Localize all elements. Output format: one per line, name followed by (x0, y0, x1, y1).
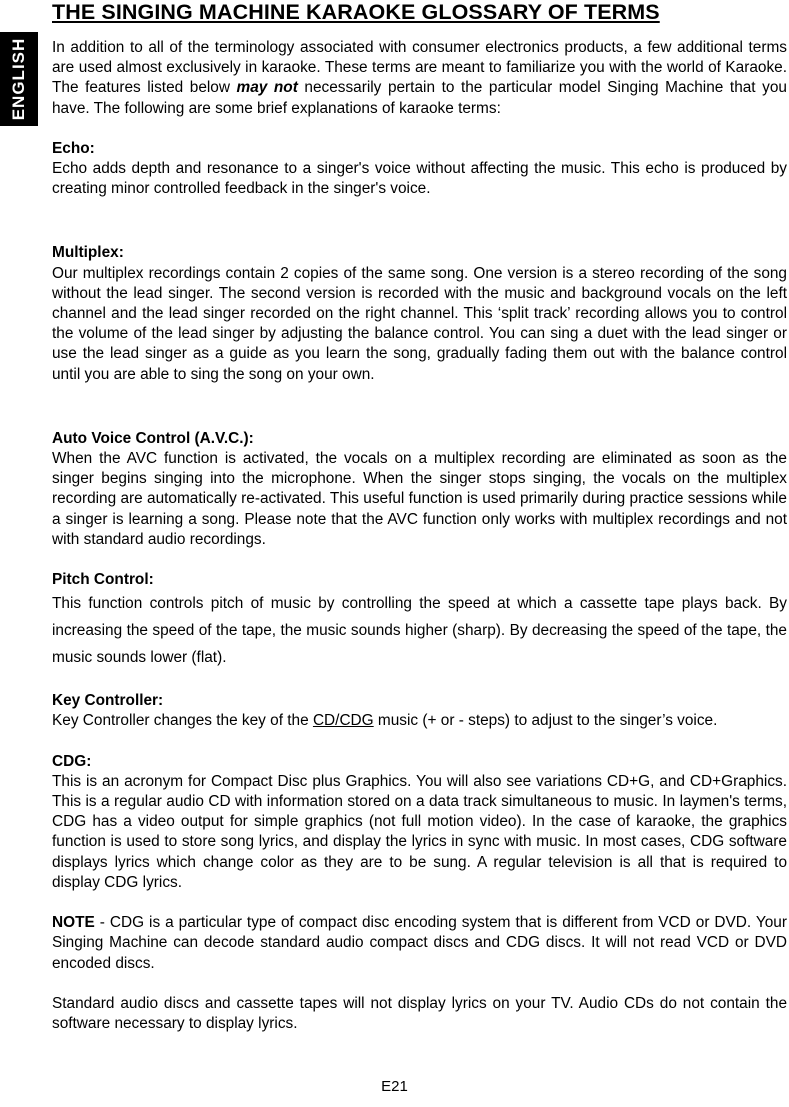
pitch-section (52, 570, 787, 671)
page-title: THE SINGING MACHINE KARAOKE GLOSSARY OF TERMS (52, 0, 660, 24)
note-label: NOTE (52, 914, 95, 932)
cdg-section (52, 752, 787, 893)
avc-section (52, 429, 787, 550)
key-text-after: music (+ or - steps) to adjust to the singer’s voice. (373, 712, 718, 730)
avc-text: When the AVC function is activated, the vocals on a multiplex recording are eliminated as soon as the singer begins singing into the microphone. When the singer stops singing, the vocals on the multiplex recording are automatically re-activated. This useful function is used primarily during practice sessions while a singer is learning a song. Please note that the AVC function only works with multiplex recordings and not with standard audio recordings. (52, 450, 787, 548)
avc-heading: Auto Voice Control (A.V.C.): (52, 429, 254, 447)
cdg-heading: CDG: (52, 752, 92, 770)
multiplex-heading: Multiplex: (52, 244, 124, 262)
key-text-before: Key Controller changes the key of the (52, 712, 313, 730)
key-heading: Key Controller: (52, 692, 164, 710)
intro-paragraph (52, 38, 787, 119)
intro-emphasis: may not (236, 79, 298, 97)
note-text: - CDG is a particular type of compact disc encoding system that is different from VCD or DVD. Your Singing Machine can decode standard audio compact discs and CDG discs. It will not read VCD or DVD encoded discs. (52, 914, 787, 972)
standard-text: Standard audio discs and cassette tapes will not display lyrics on your TV. Audio CDs do not contain the software necessary to display lyrics. (52, 994, 787, 1032)
standard-section (52, 994, 787, 1034)
multiplex-section (52, 243, 787, 384)
multiplex-text: Our multiplex recordings contain 2 copies of the same song. One version is a stereo recording of the song without the lead singer. The second version is recorded with the music and background vocals on the left channel and the lead singer recorded on the right channel. This ‘split track’ recording allows you to control the volume of the lead singer by adjusting the balance control. You can sing a duet with the lead singer or use the lead singer as a guide as you learn the song, gradually fading them out with the balance control until you are able to sing the song on your own. (52, 264, 787, 383)
key-section (52, 691, 787, 731)
intro-text-after: necessarily pertain to the particular model Singing Machine that you have. The following are some brief explanations of karaoke terms: (52, 79, 787, 117)
note-section (52, 913, 787, 974)
key-paragraph (52, 711, 787, 731)
pitch-heading: Pitch Control: (52, 571, 154, 589)
intro-section (52, 38, 787, 119)
pitch-text: This function controls pitch of music by controlling the speed at which a cassette tape plays back. By increasing the speed of the tape, the music sounds higher (sharp). By decreasing the speed of the tape, the music sounds lower (flat). (52, 595, 787, 667)
language-tab (0, 32, 38, 126)
note-paragraph (52, 913, 787, 974)
echo-text: Echo adds depth and resonance to a singer's voice without affecting the music. This echo is produced by creating minor controlled feedback in the singer's voice. (52, 160, 787, 198)
echo-section (52, 139, 787, 200)
page-number: E21 (381, 1078, 408, 1095)
glossary-content (52, 38, 787, 1054)
key-cdg-term: CD/CDG (312, 712, 374, 730)
language-tab-label: ENGLISH (9, 37, 28, 121)
echo-heading: Echo: (52, 139, 95, 157)
intro-text-before: In addition to all of the terminology associated with consumer electronics products, a few additional terms are used almost exclusively in karaoke. These terms are meant to familiarize you with the world of Karaoke. The features listed below (52, 39, 787, 97)
cdg-text: This is an acronym for Compact Disc plus Graphics. You will also see variations CD+G, and CD+Graphics. This is a regular audio CD with information stored on a data track simultaneous to music. In laymen's terms, CDG has a video output for simple graphics (not full motion video). In the case of karaoke, the graphics function is used to store song lyrics, and display the lyrics in sync with music. In most cases, CDG software displays lyrics which change color as they are to be sung. A regular television is all that is required to display CDG lyrics. (52, 772, 787, 891)
